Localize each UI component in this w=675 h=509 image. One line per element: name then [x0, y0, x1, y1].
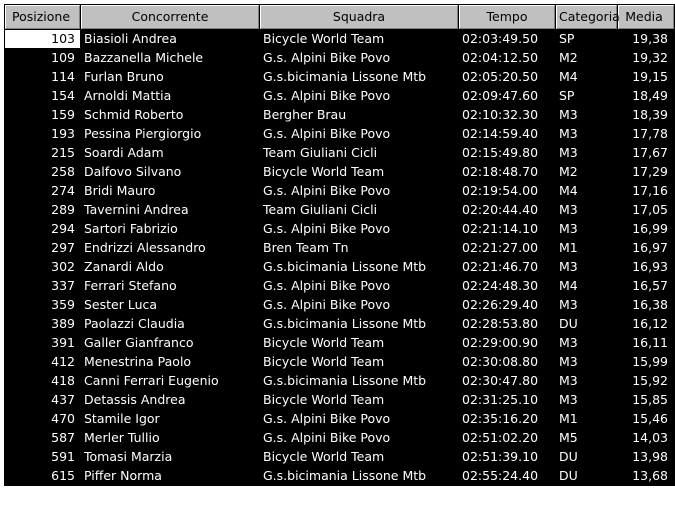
cell-concorrente: Soardi Adam [81, 144, 259, 162]
cell-media: 15,46 [618, 410, 674, 428]
table-row[interactable] [5, 87, 674, 105]
cell-posizione: 359 [5, 296, 80, 314]
cell-squadra: G.s.bicimania Lissone Mtb [260, 467, 458, 485]
cell-categoria: M2 [556, 163, 617, 181]
cell-categoria: M3 [556, 125, 617, 143]
cell-squadra: Bicycle World Team [260, 391, 458, 409]
table-row[interactable] [5, 315, 674, 333]
cell-posizione: 215 [5, 144, 80, 162]
cell-categoria: M3 [556, 220, 617, 238]
cell-categoria: M2 [556, 49, 617, 67]
cell-posizione: 437 [5, 391, 80, 409]
cell-squadra: Bicycle World Team [260, 334, 458, 352]
cell-posizione: 109 [5, 49, 80, 67]
cell-tempo: 02:24:48.30 [459, 277, 555, 295]
cell-categoria: DU [556, 467, 617, 485]
cell-squadra: G.s. Alpini Bike Povo [260, 296, 458, 314]
cell-posizione: 389 [5, 315, 80, 333]
cell-concorrente: Bridi Mauro [81, 182, 259, 200]
cell-tempo: 02:28:53.80 [459, 315, 555, 333]
table-row[interactable] [5, 448, 674, 466]
cell-categoria: M1 [556, 239, 617, 257]
cell-squadra: G.s. Alpini Bike Povo [260, 277, 458, 295]
table-row[interactable] [5, 353, 674, 371]
cell-concorrente: Paolazzi Claudia [81, 315, 259, 333]
cell-media: 16,57 [618, 277, 674, 295]
cell-media: 17,16 [618, 182, 674, 200]
column-header-posizione[interactable]: Posizione [5, 5, 80, 29]
cell-media: 16,93 [618, 258, 674, 276]
cell-concorrente: Galler Gianfranco [81, 334, 259, 352]
table-row[interactable] [5, 410, 674, 428]
column-header-concorrente[interactable]: Concorrente [81, 5, 259, 29]
cell-concorrente: Sester Luca [81, 296, 259, 314]
table-row[interactable] [5, 372, 674, 390]
cell-posizione: 103 [5, 30, 80, 48]
cell-categoria: M1 [556, 410, 617, 428]
cell-categoria: M4 [556, 68, 617, 86]
cell-posizione: 591 [5, 448, 80, 466]
cell-media: 16,99 [618, 220, 674, 238]
cell-tempo: 02:14:59.40 [459, 125, 555, 143]
cell-categoria: SP [556, 87, 617, 105]
cell-media: 14,03 [618, 429, 674, 447]
cell-tempo: 02:21:14.10 [459, 220, 555, 238]
cell-tempo: 02:55:24.40 [459, 467, 555, 485]
cell-posizione: 297 [5, 239, 80, 257]
cell-squadra: Bicycle World Team [260, 163, 458, 181]
cell-media: 18,39 [618, 106, 674, 124]
cell-media: 13,68 [618, 467, 674, 485]
cell-squadra: Bicycle World Team [260, 353, 458, 371]
cell-tempo: 02:03:49.50 [459, 30, 555, 48]
cell-squadra: G.s.bicimania Lissone Mtb [260, 68, 458, 86]
cell-concorrente: Biasioli Andrea [81, 30, 259, 48]
cell-tempo: 02:20:44.40 [459, 201, 555, 219]
cell-categoria: M3 [556, 334, 617, 352]
cell-concorrente: Schmid Roberto [81, 106, 259, 124]
cell-posizione: 114 [5, 68, 80, 86]
table-row[interactable] [5, 49, 674, 67]
cell-categoria: DU [556, 448, 617, 466]
cell-squadra: Bren Team Tn [260, 239, 458, 257]
column-header-tempo[interactable]: Tempo [459, 5, 555, 29]
cell-squadra: Bicycle World Team [260, 448, 458, 466]
cell-squadra: Team Giuliani Cicli [260, 201, 458, 219]
cell-concorrente: Ferrari Stefano [81, 277, 259, 295]
table-row[interactable] [5, 296, 674, 314]
table-row[interactable] [5, 239, 674, 257]
cell-posizione: 294 [5, 220, 80, 238]
cell-categoria: M3 [556, 106, 617, 124]
cell-concorrente: Piffer Norma [81, 467, 259, 485]
cell-categoria: DU [556, 315, 617, 333]
cell-tempo: 02:30:08.80 [459, 353, 555, 371]
cell-tempo: 02:26:29.40 [459, 296, 555, 314]
cell-tempo: 02:21:46.70 [459, 258, 555, 276]
cell-tempo: 02:51:02.20 [459, 429, 555, 447]
cell-squadra: Bicycle World Team [260, 30, 458, 48]
cell-squadra: G.s. Alpini Bike Povo [260, 182, 458, 200]
cell-squadra: G.s. Alpini Bike Povo [260, 220, 458, 238]
cell-categoria: SP [556, 30, 617, 48]
cell-squadra: G.s.bicimania Lissone Mtb [260, 258, 458, 276]
cell-media: 16,38 [618, 296, 674, 314]
cell-media: 19,38 [618, 30, 674, 48]
cell-concorrente: Zanardi Aldo [81, 258, 259, 276]
cell-posizione: 391 [5, 334, 80, 352]
column-header-squadra[interactable]: Squadra [260, 5, 458, 29]
column-header-categoria[interactable]: Categoria [556, 5, 617, 29]
cell-categoria: M3 [556, 258, 617, 276]
cell-concorrente: Tavernini Andrea [81, 201, 259, 219]
results-table [4, 4, 675, 486]
cell-media: 13,98 [618, 448, 674, 466]
cell-squadra: G.s. Alpini Bike Povo [260, 410, 458, 428]
cell-media: 15,99 [618, 353, 674, 371]
cell-posizione: 418 [5, 372, 80, 390]
cell-concorrente: Endrizzi Alessandro [81, 239, 259, 257]
cell-concorrente: Arnoldi Mattia [81, 87, 259, 105]
cell-posizione: 337 [5, 277, 80, 295]
cell-tempo: 02:18:48.70 [459, 163, 555, 181]
cell-tempo: 02:04:12.50 [459, 49, 555, 67]
cell-tempo: 02:30:47.80 [459, 372, 555, 390]
cell-posizione: 159 [5, 106, 80, 124]
cell-categoria: M3 [556, 144, 617, 162]
table-row[interactable] [5, 429, 674, 447]
cell-concorrente: Detassis Andrea [81, 391, 259, 409]
cell-concorrente: Merler Tullio [81, 429, 259, 447]
table-row[interactable] [5, 258, 674, 276]
cell-posizione: 258 [5, 163, 80, 181]
cell-media: 15,85 [618, 391, 674, 409]
table-row[interactable] [5, 277, 674, 295]
cell-squadra: G.s. Alpini Bike Povo [260, 125, 458, 143]
cell-media: 17,78 [618, 125, 674, 143]
cell-media: 17,05 [618, 201, 674, 219]
cell-tempo: 02:10:32.30 [459, 106, 555, 124]
table-row[interactable] [5, 334, 674, 352]
table-row[interactable] [5, 182, 674, 200]
cell-concorrente: Canni Ferrari Eugenio [81, 372, 259, 390]
cell-posizione: 193 [5, 125, 80, 143]
cell-posizione: 302 [5, 258, 80, 276]
column-header-media[interactable]: Media [618, 5, 674, 29]
cell-posizione: 154 [5, 87, 80, 105]
cell-squadra: G.s.bicimania Lissone Mtb [260, 372, 458, 390]
table-row[interactable] [5, 30, 674, 48]
cell-concorrente: Furlan Bruno [81, 68, 259, 86]
table-row[interactable] [5, 125, 674, 143]
cell-media: 19,15 [618, 68, 674, 86]
cell-squadra: G.s. Alpini Bike Povo [260, 49, 458, 67]
cell-posizione: 587 [5, 429, 80, 447]
cell-categoria: M4 [556, 277, 617, 295]
table-row[interactable] [5, 144, 674, 162]
table-body [5, 30, 674, 485]
cell-categoria: M3 [556, 296, 617, 314]
table-row[interactable] [5, 220, 674, 238]
cell-media: 16,11 [618, 334, 674, 352]
cell-tempo: 02:19:54.00 [459, 182, 555, 200]
cell-media: 17,67 [618, 144, 674, 162]
cell-categoria: M3 [556, 391, 617, 409]
cell-posizione: 274 [5, 182, 80, 200]
cell-categoria: M4 [556, 182, 617, 200]
cell-media: 18,49 [618, 87, 674, 105]
cell-concorrente: Bazzanella Michele [81, 49, 259, 67]
cell-categoria: M3 [556, 201, 617, 219]
cell-concorrente: Dalfovo Silvano [81, 163, 259, 181]
cell-tempo: 02:05:20.50 [459, 68, 555, 86]
table-row[interactable] [5, 201, 674, 219]
cell-posizione: 412 [5, 353, 80, 371]
cell-categoria: M3 [556, 372, 617, 390]
cell-squadra: Team Giuliani Cicli [260, 144, 458, 162]
cell-tempo: 02:35:16.20 [459, 410, 555, 428]
cell-posizione: 470 [5, 410, 80, 428]
cell-tempo: 02:21:27.00 [459, 239, 555, 257]
cell-concorrente: Tomasi Marzia [81, 448, 259, 466]
table-row[interactable] [5, 467, 674, 485]
cell-categoria: M3 [556, 353, 617, 371]
cell-tempo: 02:29:00.90 [459, 334, 555, 352]
table-row[interactable] [5, 106, 674, 124]
cell-media: 15,92 [618, 372, 674, 390]
cell-squadra: G.s.bicimania Lissone Mtb [260, 315, 458, 333]
cell-concorrente: Menestrina Paolo [81, 353, 259, 371]
cell-squadra: G.s. Alpini Bike Povo [260, 87, 458, 105]
cell-tempo: 02:31:25.10 [459, 391, 555, 409]
cell-posizione: 289 [5, 201, 80, 219]
table-header [5, 5, 674, 29]
cell-media: 16,97 [618, 239, 674, 257]
cell-squadra: G.s. Alpini Bike Povo [260, 429, 458, 447]
cell-media: 19,32 [618, 49, 674, 67]
cell-tempo: 02:51:39.10 [459, 448, 555, 466]
cell-concorrente: Stamile Igor [81, 410, 259, 428]
cell-posizione: 615 [5, 467, 80, 485]
table-row[interactable] [5, 391, 674, 409]
cell-concorrente: Pessina Piergiorgio [81, 125, 259, 143]
table-header-row [5, 5, 674, 29]
cell-categoria: M5 [556, 429, 617, 447]
cell-media: 17,29 [618, 163, 674, 181]
cell-squadra: Bergher Brau [260, 106, 458, 124]
table-row[interactable] [5, 68, 674, 86]
cell-tempo: 02:15:49.80 [459, 144, 555, 162]
cell-concorrente: Sartori Fabrizio [81, 220, 259, 238]
cell-media: 16,12 [618, 315, 674, 333]
table-row[interactable] [5, 163, 674, 181]
cell-tempo: 02:09:47.60 [459, 87, 555, 105]
